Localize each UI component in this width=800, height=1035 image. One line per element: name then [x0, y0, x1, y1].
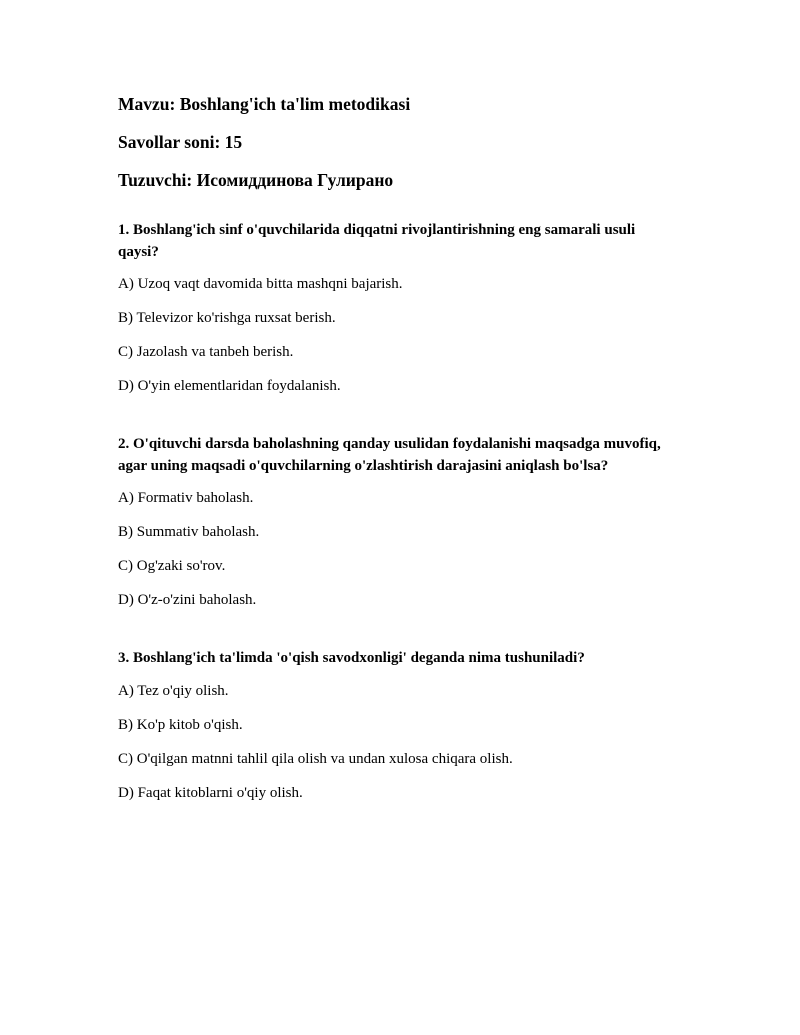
document-page [118, 92, 678, 841]
question-text: 3. Boshlang'ich ta'limda 'o'qish savodxonligi' deganda nima tushuniladi? [118, 650, 585, 666]
answer-option-d: D) O'z-o'zini baholash. [118, 592, 257, 608]
question-2 [118, 434, 678, 610]
question-text: 2. O'qituvchi darsda baholashning qanday usulidan foydalanishi maqsadga muvofiq, agar uning maqsadi o'quvchilarning o'zlashtirish darajasini aniqlash bo'lsa? [118, 436, 661, 474]
author-label: Tuzuvchi: [118, 170, 193, 190]
question-count-value: 15 [224, 132, 243, 152]
answer-option-c: C) Og'zaki so'rov. [118, 558, 226, 574]
answer-option-d: D) O'yin elementlaridan foydalanish. [118, 378, 341, 394]
document-header [118, 92, 678, 192]
topic-line [118, 92, 678, 116]
topic-value: Boshlang'ich ta'lim metodikasi [179, 94, 411, 114]
author-line [118, 168, 678, 192]
question-count-line [118, 130, 678, 154]
answer-option-a: A) Uzoq vaqt davomida bitta mashqni bajarish. [118, 276, 403, 292]
answer-option-a: A) Tez o'qiy olish. [118, 682, 229, 699]
answer-option-c: C) Jazolash va tanbeh berish. [118, 344, 294, 360]
question-3 [118, 648, 678, 803]
question-text: 1. Boshlang'ich sinf o'quvchilarida diqqatni rivojlantirishning eng samarali usuli qaysi? [118, 222, 636, 260]
question-count-label: Savollar soni: [118, 132, 221, 152]
answer-option-b: B) Ko'p kitob o'qish. [118, 716, 243, 733]
answer-option-b: B) Televizor ko'rishga ruxsat berish. [118, 310, 336, 326]
answer-option-d: D) Faqat kitoblarni o'qiy olish. [118, 784, 303, 801]
topic-label: Mavzu: [118, 94, 176, 114]
answer-option-a: A) Formativ baholash. [118, 490, 254, 506]
answer-option-b: B) Summativ baholash. [118, 524, 260, 540]
answer-option-c: C) O'qilgan matnni tahlil qila olish va undan xulosa chiqara olish. [118, 750, 513, 767]
question-1 [118, 220, 678, 396]
author-value: Исомиддинова Гулирано [196, 170, 394, 190]
